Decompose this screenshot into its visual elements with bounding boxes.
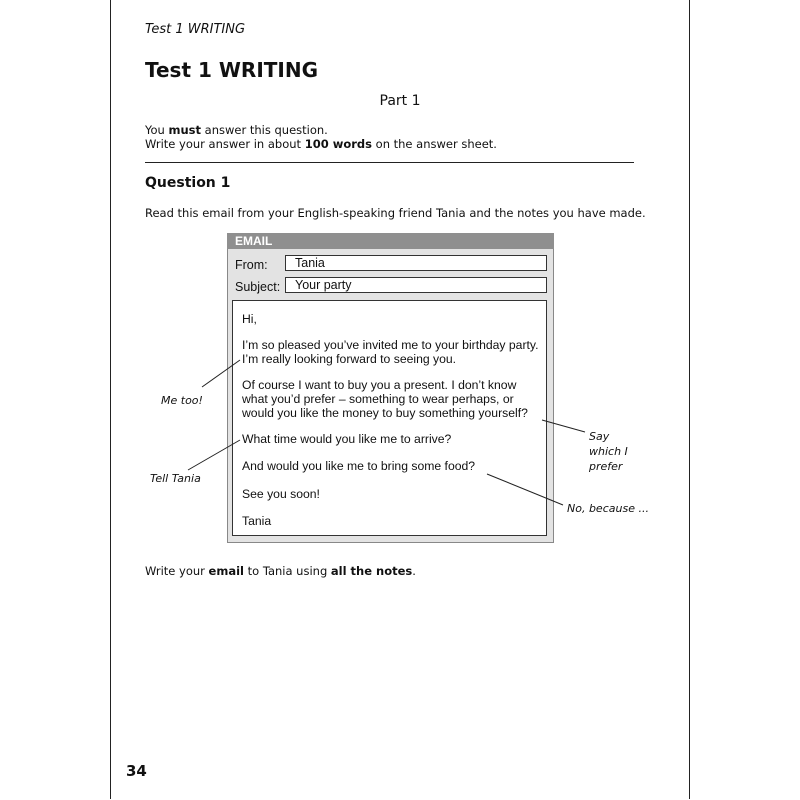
email-line: I’m really looking forward to seeing you.: [242, 352, 457, 366]
email-line: And would you like me to bring some food?: [242, 459, 476, 473]
email-closing: See you soon!: [242, 487, 320, 501]
note-no-because: No, because ...: [567, 502, 649, 515]
page-title: Test 1 WRITING: [145, 58, 318, 82]
from-field: Tania: [285, 255, 547, 271]
email-signature: Tania: [242, 514, 272, 528]
running-head: Test 1 WRITING: [145, 22, 246, 37]
email-line: What time would you like me to arrive?: [242, 432, 452, 446]
note-tell-tania: Tell Tania: [150, 472, 201, 485]
note-me-too: Me too!: [161, 394, 203, 407]
email-header: EMAIL: [227, 233, 554, 249]
instruction-line-2: Write your answer in about 100 words on the answer sheet.: [145, 137, 497, 151]
page-number: 34: [126, 762, 147, 780]
email-line: what you’d prefer – something to wear perhaps, or: [242, 392, 514, 406]
subject-label: Subject:: [235, 280, 281, 294]
instruction-line-1: You must answer this question.: [145, 123, 328, 137]
email-greeting: Hi,: [242, 312, 257, 326]
note-say-which: Say which I prefer: [589, 430, 628, 473]
from-label: From:: [235, 258, 268, 272]
subject-field: Your party: [285, 277, 547, 293]
part-heading: Part 1: [379, 93, 421, 109]
question-prompt: Read this email from your English-speaking friend Tania and the notes you have made.: [145, 206, 646, 220]
question-title: Question 1: [145, 175, 231, 191]
divider: [145, 162, 634, 163]
email-line: Of course I want to buy you a present. I don’t know: [242, 378, 517, 392]
email-line: would you like the money to buy something yourself?: [242, 406, 528, 420]
email-line: I’m so pleased you’ve invited me to your birthday party.: [242, 338, 539, 352]
task-instruction: Write your email to Tania using all the notes.: [145, 564, 416, 578]
